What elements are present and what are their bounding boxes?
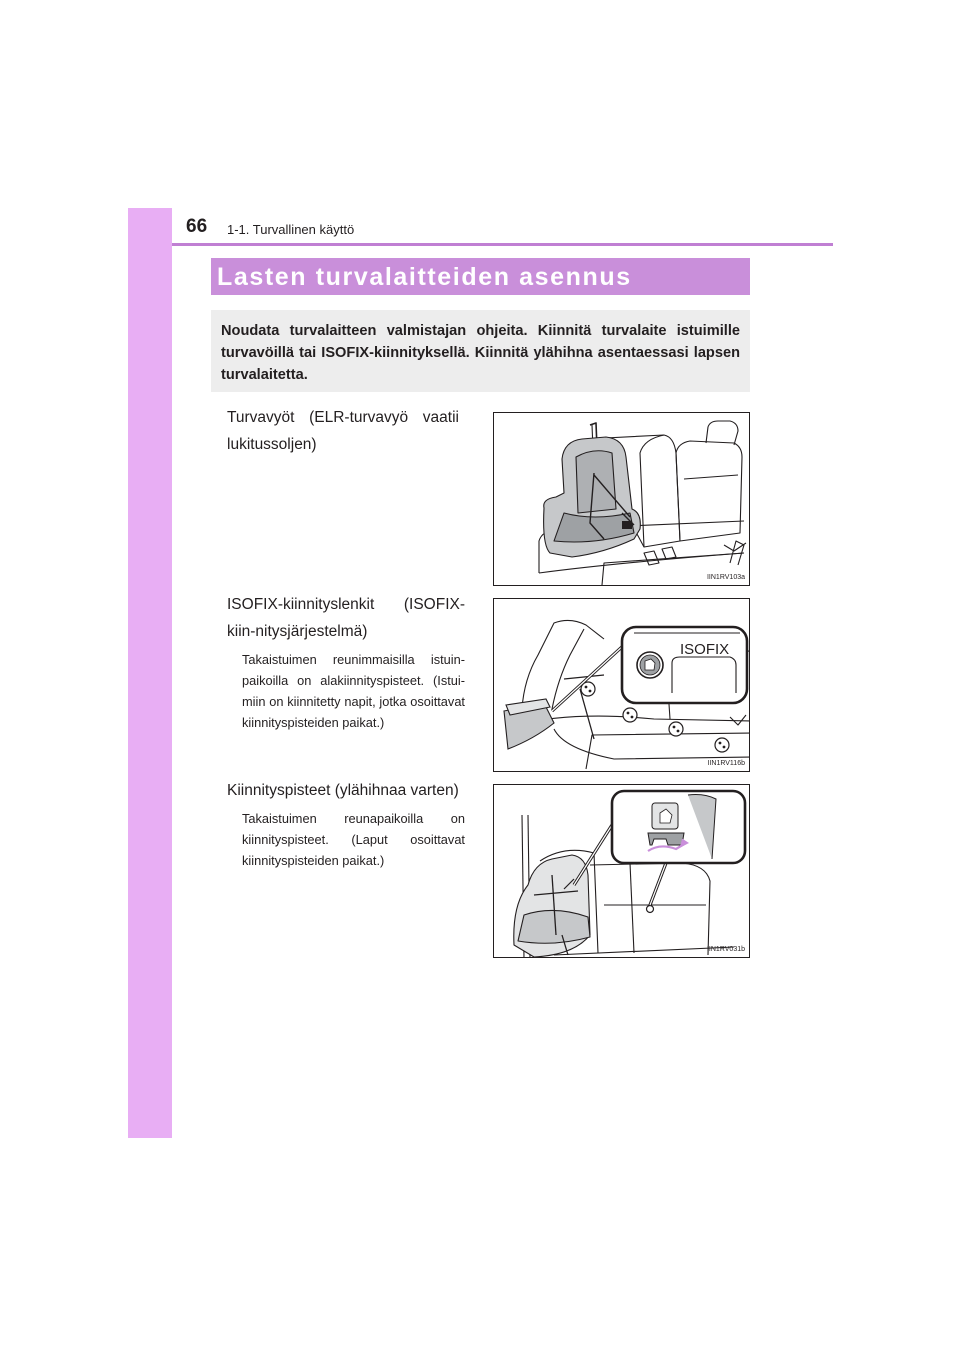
- page-number: 66: [186, 216, 208, 237]
- figure-code: IIN1RV103a: [706, 574, 745, 581]
- figure-seat-belt-child-seat: [493, 412, 750, 586]
- isofix-label: ISOFIX: [680, 641, 730, 658]
- figure-top-tether-anchors: [493, 784, 750, 958]
- figure-code: IIN1RV116b: [707, 760, 745, 767]
- item-seat-belts: [227, 404, 465, 458]
- item-note: Takaistuimen reunimmaisilla istuin-paikoilla on alakiinnityspisteet. (Istui-miin on kiinnitetty napit, jotka osoittavat kiinnityspisteiden paikat.): [242, 652, 465, 730]
- item-title: ISOFIX-kiinnityslenkit (ISOFIX-kiin-nitysjärjestelmä): [227, 596, 465, 640]
- figure-isofix-anchors: [493, 598, 750, 772]
- child-seat-belt-illustration: [494, 413, 750, 586]
- intro-box: [211, 310, 750, 392]
- top-tether-illustration: [494, 785, 750, 958]
- section-path: 1-1. Turvallinen käyttö: [227, 222, 355, 237]
- item-note: Takaistuimen reunapaikoilla on kiinnityspisteet. (Laput osoittavat kiinnityspisteiden paikat.): [242, 811, 465, 868]
- isofix-illustration: [494, 599, 750, 772]
- chapter-side-tab: [128, 208, 172, 1138]
- item-isofix: [227, 591, 465, 733]
- item-top-tether: [227, 777, 465, 871]
- item-title: Kiinnityspisteet (ylähihnaa varten): [227, 782, 459, 799]
- page-title: Lasten turvalaitteiden asennus: [217, 263, 632, 291]
- item-title: Turvavyöt (ELR-turvavyö vaatii lukitussoljen): [227, 409, 459, 453]
- header-rule: [172, 243, 833, 246]
- intro-text: Noudata turvalaitteen valmistajan ohjeita. Kiinnitä turvalaite istuimille turvavöillä tai ISOFIX-kiinnityksellä. Kiinnitä ylähihna asentaessasi lapsen turvalaitetta.: [221, 323, 740, 383]
- figure-code: IIN1RV031b: [706, 946, 745, 953]
